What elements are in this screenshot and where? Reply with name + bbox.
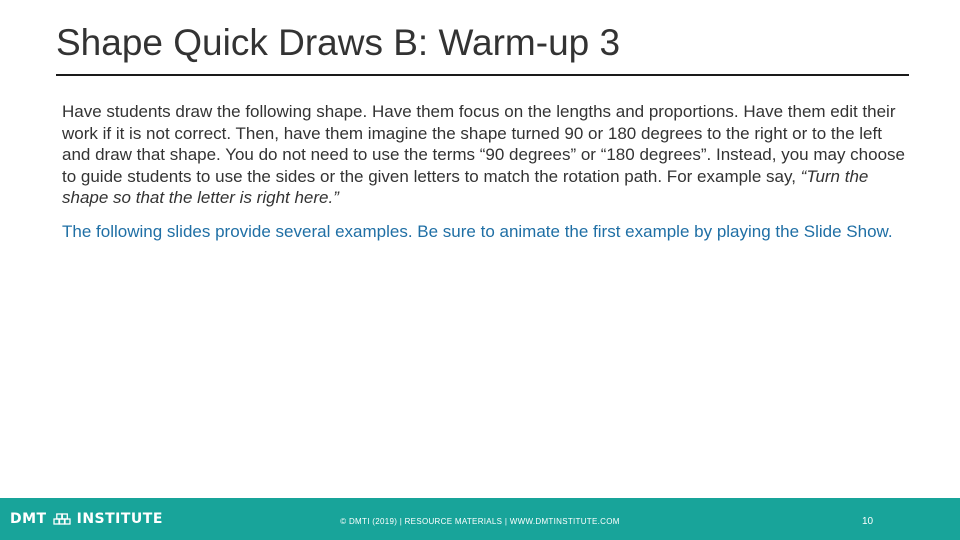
title-underline bbox=[56, 74, 909, 76]
instructions-paragraph bbox=[62, 101, 912, 209]
logo-institute-text: INSTITUTE bbox=[76, 511, 163, 527]
instructions-text: Have students draw the following shape. Have them focus on the lengths and proportions. Have them edit their work if it is not correct. Then, have them imagine the shape turned 90 or 180 degrees to the right or to the left and draw that shape. You do not need to use the terms “90 degrees” or “180 degrees”. Instead, you may choose to guide students to use the sides or the given letters to match the rotation path. For example say, bbox=[62, 102, 905, 186]
logo-dmt-text: DMT bbox=[10, 511, 47, 527]
footer-bar bbox=[0, 498, 960, 540]
copyright-text: © DMTI (2019) | RESOURCE MATERIALS | WWW.DMTINSTITUTE.COM bbox=[340, 517, 620, 526]
slides-note: The following slides provide several examples. Be sure to animate the first example by playing the Slide Show. bbox=[62, 221, 893, 241]
slide-title: Shape Quick Draws B: Warm-up 3 bbox=[56, 22, 621, 63]
slide-body bbox=[62, 101, 912, 243]
instructions-quote: “Turn the shape so that the letter is right here.” bbox=[62, 166, 869, 208]
page-number: 10 bbox=[862, 516, 874, 527]
